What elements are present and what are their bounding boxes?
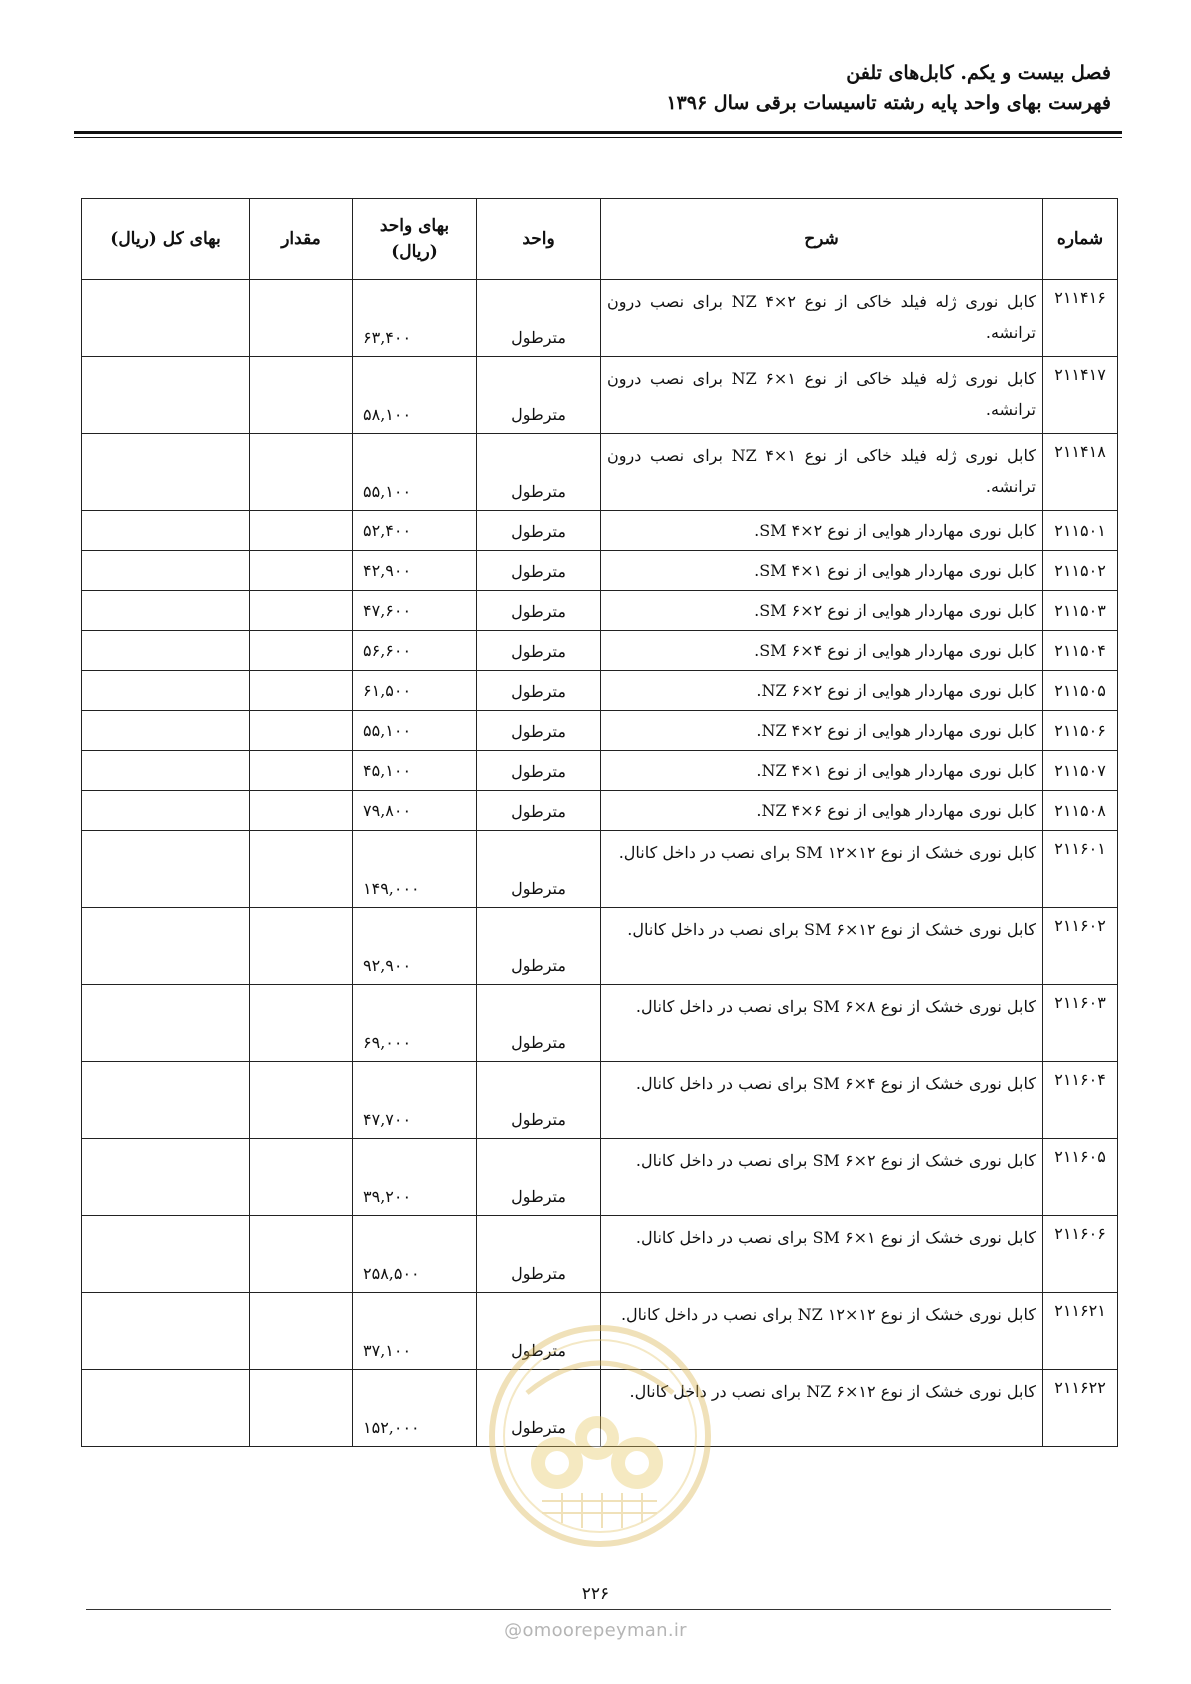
row-quantity	[250, 591, 353, 631]
row-unit-price: ۱۵۲,۰۰۰	[353, 1370, 477, 1447]
row-unit-price: ۳۹,۲۰۰	[353, 1139, 477, 1216]
row-quantity	[250, 1062, 353, 1139]
row-code: ۲۱۱۴۱۶	[1043, 280, 1118, 357]
row-total-price	[82, 631, 250, 671]
row-total-price	[82, 434, 250, 511]
row-total-price	[82, 1293, 250, 1370]
row-unit-price: ۵۶,۶۰۰	[353, 631, 477, 671]
row-unit: مترطول	[477, 357, 601, 434]
row-total-price	[82, 1062, 250, 1139]
row-total-price	[82, 711, 250, 751]
row-quantity	[250, 791, 353, 831]
row-code: ۲۱۱۵۰۲	[1043, 551, 1118, 591]
row-code: ۲۱۱۶۰۳	[1043, 985, 1118, 1062]
row-quantity	[250, 434, 353, 511]
document-title: فهرست بهای واحد پایه رشته تاسیسات برقی سال ۱۳۹۶	[666, 92, 1111, 114]
table-header-row	[82, 199, 1118, 280]
table-row	[82, 591, 1118, 631]
header-unit: واحد	[477, 199, 601, 280]
row-total-price	[82, 985, 250, 1062]
table-row	[82, 1216, 1118, 1293]
row-unit-price: ۵۵,۱۰۰	[353, 711, 477, 751]
table-row	[82, 908, 1118, 985]
row-description: کابل نوری خشک از نوع SM ۶×۲ برای نصب در داخل کانال.	[601, 1139, 1043, 1216]
row-unit-price: ۴۷,۶۰۰	[353, 591, 477, 631]
row-unit: مترطول	[477, 671, 601, 711]
row-quantity	[250, 357, 353, 434]
table-row	[82, 511, 1118, 551]
row-unit-price: ۷۹,۸۰۰	[353, 791, 477, 831]
row-total-price	[82, 1370, 250, 1447]
row-unit: مترطول	[477, 1293, 601, 1370]
row-code: ۲۱۱۵۰۸	[1043, 791, 1118, 831]
header-rule-thick	[74, 131, 1122, 134]
row-unit: مترطول	[477, 791, 601, 831]
row-unit-price: ۱۴۹,۰۰۰	[353, 831, 477, 908]
row-total-price	[82, 908, 250, 985]
table-row	[82, 791, 1118, 831]
row-description: کابل نوری ژله فیلد خاکی از نوع NZ ۴×۲ برای نصب درون ترانشه.	[601, 280, 1043, 357]
table-row	[82, 551, 1118, 591]
header-total: بهای کل (ریال)	[82, 199, 250, 280]
row-quantity	[250, 751, 353, 791]
row-unit-price: ۵۲,۴۰۰	[353, 511, 477, 551]
header-unit-price	[353, 199, 477, 280]
header-code: شماره	[1043, 199, 1118, 280]
row-code: ۲۱۱۵۰۴	[1043, 631, 1118, 671]
row-code: ۲۱۱۶۲۱	[1043, 1293, 1118, 1370]
row-total-price	[82, 357, 250, 434]
row-unit-price: ۳۷,۱۰۰	[353, 1293, 477, 1370]
footer-rule	[86, 1609, 1111, 1610]
row-code: ۲۱۱۴۱۸	[1043, 434, 1118, 511]
row-unit-price: ۵۸,۱۰۰	[353, 357, 477, 434]
row-description: کابل نوری خشک از نوع SM ۶×۸ برای نصب در داخل کانال.	[601, 985, 1043, 1062]
row-code: ۲۱۱۵۰۷	[1043, 751, 1118, 791]
row-description: کابل نوری مهاردار هوایی از نوع SM ۴×۱.	[601, 551, 1043, 591]
footer-site-url: @omoorepeyman.ir	[504, 1620, 687, 1641]
row-description: کابل نوری خشک از نوع SM ۶×۴ برای نصب در داخل کانال.	[601, 1062, 1043, 1139]
price-table	[81, 198, 1118, 1447]
row-unit-price: ۴۲,۹۰۰	[353, 551, 477, 591]
header-unit-price-line1: بهای واحد	[379, 216, 450, 236]
row-unit: مترطول	[477, 434, 601, 511]
row-unit: مترطول	[477, 551, 601, 591]
header-rule-thin	[74, 137, 1122, 138]
row-description: کابل نوری خشک از نوع NZ ۱۲×۱۲ برای نصب در داخل کانال.	[601, 1293, 1043, 1370]
row-description: کابل نوری مهاردار هوایی از نوع SM ۶×۲.	[601, 591, 1043, 631]
row-description: کابل نوری ژله فیلد خاکی از نوع NZ ۶×۱ برای نصب درون ترانشه.	[601, 357, 1043, 434]
row-description: کابل نوری مهاردار هوایی از نوع NZ ۴×۲.	[601, 711, 1043, 751]
table-row	[82, 434, 1118, 511]
table-row	[82, 985, 1118, 1062]
row-total-price	[82, 591, 250, 631]
chapter-title: فصل بیست و یکم. کابل‌های تلفن	[846, 62, 1111, 84]
row-unit: مترطول	[477, 280, 601, 357]
row-unit-price: ۹۲,۹۰۰	[353, 908, 477, 985]
row-code: ۲۱۱۶۰۲	[1043, 908, 1118, 985]
row-unit: مترطول	[477, 591, 601, 631]
row-unit: مترطول	[477, 1062, 601, 1139]
row-quantity	[250, 908, 353, 985]
row-code: ۲۱۱۶۲۲	[1043, 1370, 1118, 1447]
row-total-price	[82, 511, 250, 551]
row-code: ۲۱۱۶۰۵	[1043, 1139, 1118, 1216]
header-unit-price-line2: (ریال)	[391, 242, 438, 262]
row-quantity	[250, 1216, 353, 1293]
row-unit: مترطول	[477, 908, 601, 985]
header-qty: مقدار	[250, 199, 353, 280]
table-row	[82, 711, 1118, 751]
row-unit-price: ۴۷,۷۰۰	[353, 1062, 477, 1139]
row-code: ۲۱۱۵۰۱	[1043, 511, 1118, 551]
table-row	[82, 280, 1118, 357]
table-row	[82, 631, 1118, 671]
row-code: ۲۱۱۵۰۵	[1043, 671, 1118, 711]
row-total-price	[82, 1216, 250, 1293]
row-description: کابل نوری خشک از نوع SM ۶×۱۲ برای نصب در داخل کانال.	[601, 908, 1043, 985]
row-total-price	[82, 1139, 250, 1216]
row-quantity	[250, 1139, 353, 1216]
row-description: کابل نوری خشک از نوع SM ۱۲×۱۲ برای نصب در داخل کانال.	[601, 831, 1043, 908]
row-unit: مترطول	[477, 1139, 601, 1216]
row-code: ۲۱۱۵۰۳	[1043, 591, 1118, 631]
table-row	[82, 357, 1118, 434]
row-description: کابل نوری خشک از نوع NZ ۶×۱۲ برای نصب در داخل کانال.	[601, 1370, 1043, 1447]
table-row	[82, 1370, 1118, 1447]
table-row	[82, 671, 1118, 711]
row-total-price	[82, 280, 250, 357]
row-total-price	[82, 671, 250, 711]
row-description: کابل نوری مهاردار هوایی از نوع SM ۶×۴.	[601, 631, 1043, 671]
row-quantity	[250, 985, 353, 1062]
row-unit: مترطول	[477, 711, 601, 751]
row-quantity	[250, 831, 353, 908]
row-code: ۲۱۱۶۰۶	[1043, 1216, 1118, 1293]
row-quantity	[250, 671, 353, 711]
row-unit-price: ۶۹,۰۰۰	[353, 985, 477, 1062]
row-code: ۲۱۱۶۰۴	[1043, 1062, 1118, 1139]
row-unit: مترطول	[477, 631, 601, 671]
row-total-price	[82, 791, 250, 831]
row-quantity	[250, 1370, 353, 1447]
row-unit: مترطول	[477, 751, 601, 791]
header-desc: شرح	[601, 199, 1043, 280]
row-unit-price: ۴۵,۱۰۰	[353, 751, 477, 791]
row-unit: مترطول	[477, 985, 601, 1062]
row-total-price	[82, 551, 250, 591]
page-number: ۲۲۶	[581, 1584, 610, 1604]
table-row	[82, 1139, 1118, 1216]
row-code: ۲۱۱۵۰۶	[1043, 711, 1118, 751]
row-code: ۲۱۱۴۱۷	[1043, 357, 1118, 434]
row-description: کابل نوری مهاردار هوایی از نوع NZ ۴×۶.	[601, 791, 1043, 831]
row-quantity	[250, 551, 353, 591]
row-quantity	[250, 631, 353, 671]
row-quantity	[250, 711, 353, 751]
row-quantity	[250, 280, 353, 357]
row-unit-price: ۶۱,۵۰۰	[353, 671, 477, 711]
row-unit-price: ۵۵,۱۰۰	[353, 434, 477, 511]
row-unit-price: ۶۳,۴۰۰	[353, 280, 477, 357]
page-header	[80, 58, 1111, 118]
row-code: ۲۱۱۶۰۱	[1043, 831, 1118, 908]
row-unit: مترطول	[477, 1216, 601, 1293]
row-description: کابل نوری مهاردار هوایی از نوع NZ ۴×۱.	[601, 751, 1043, 791]
row-unit-price: ۲۵۸,۵۰۰	[353, 1216, 477, 1293]
row-description: کابل نوری خشک از نوع SM ۶×۱ برای نصب در داخل کانال.	[601, 1216, 1043, 1293]
row-description: کابل نوری مهاردار هوایی از نوع NZ ۶×۲.	[601, 671, 1043, 711]
row-unit: مترطول	[477, 1370, 601, 1447]
row-quantity	[250, 511, 353, 551]
row-quantity	[250, 1293, 353, 1370]
row-total-price	[82, 751, 250, 791]
row-description: کابل نوری ژله فیلد خاکی از نوع NZ ۴×۱ برای نصب درون ترانشه.	[601, 434, 1043, 511]
row-description: کابل نوری مهاردار هوایی از نوع SM ۴×۲.	[601, 511, 1043, 551]
table-row	[82, 751, 1118, 791]
table-row	[82, 1062, 1118, 1139]
row-total-price	[82, 831, 250, 908]
row-unit: مترطول	[477, 831, 601, 908]
table-row	[82, 831, 1118, 908]
row-unit: مترطول	[477, 511, 601, 551]
table-row	[82, 1293, 1118, 1370]
